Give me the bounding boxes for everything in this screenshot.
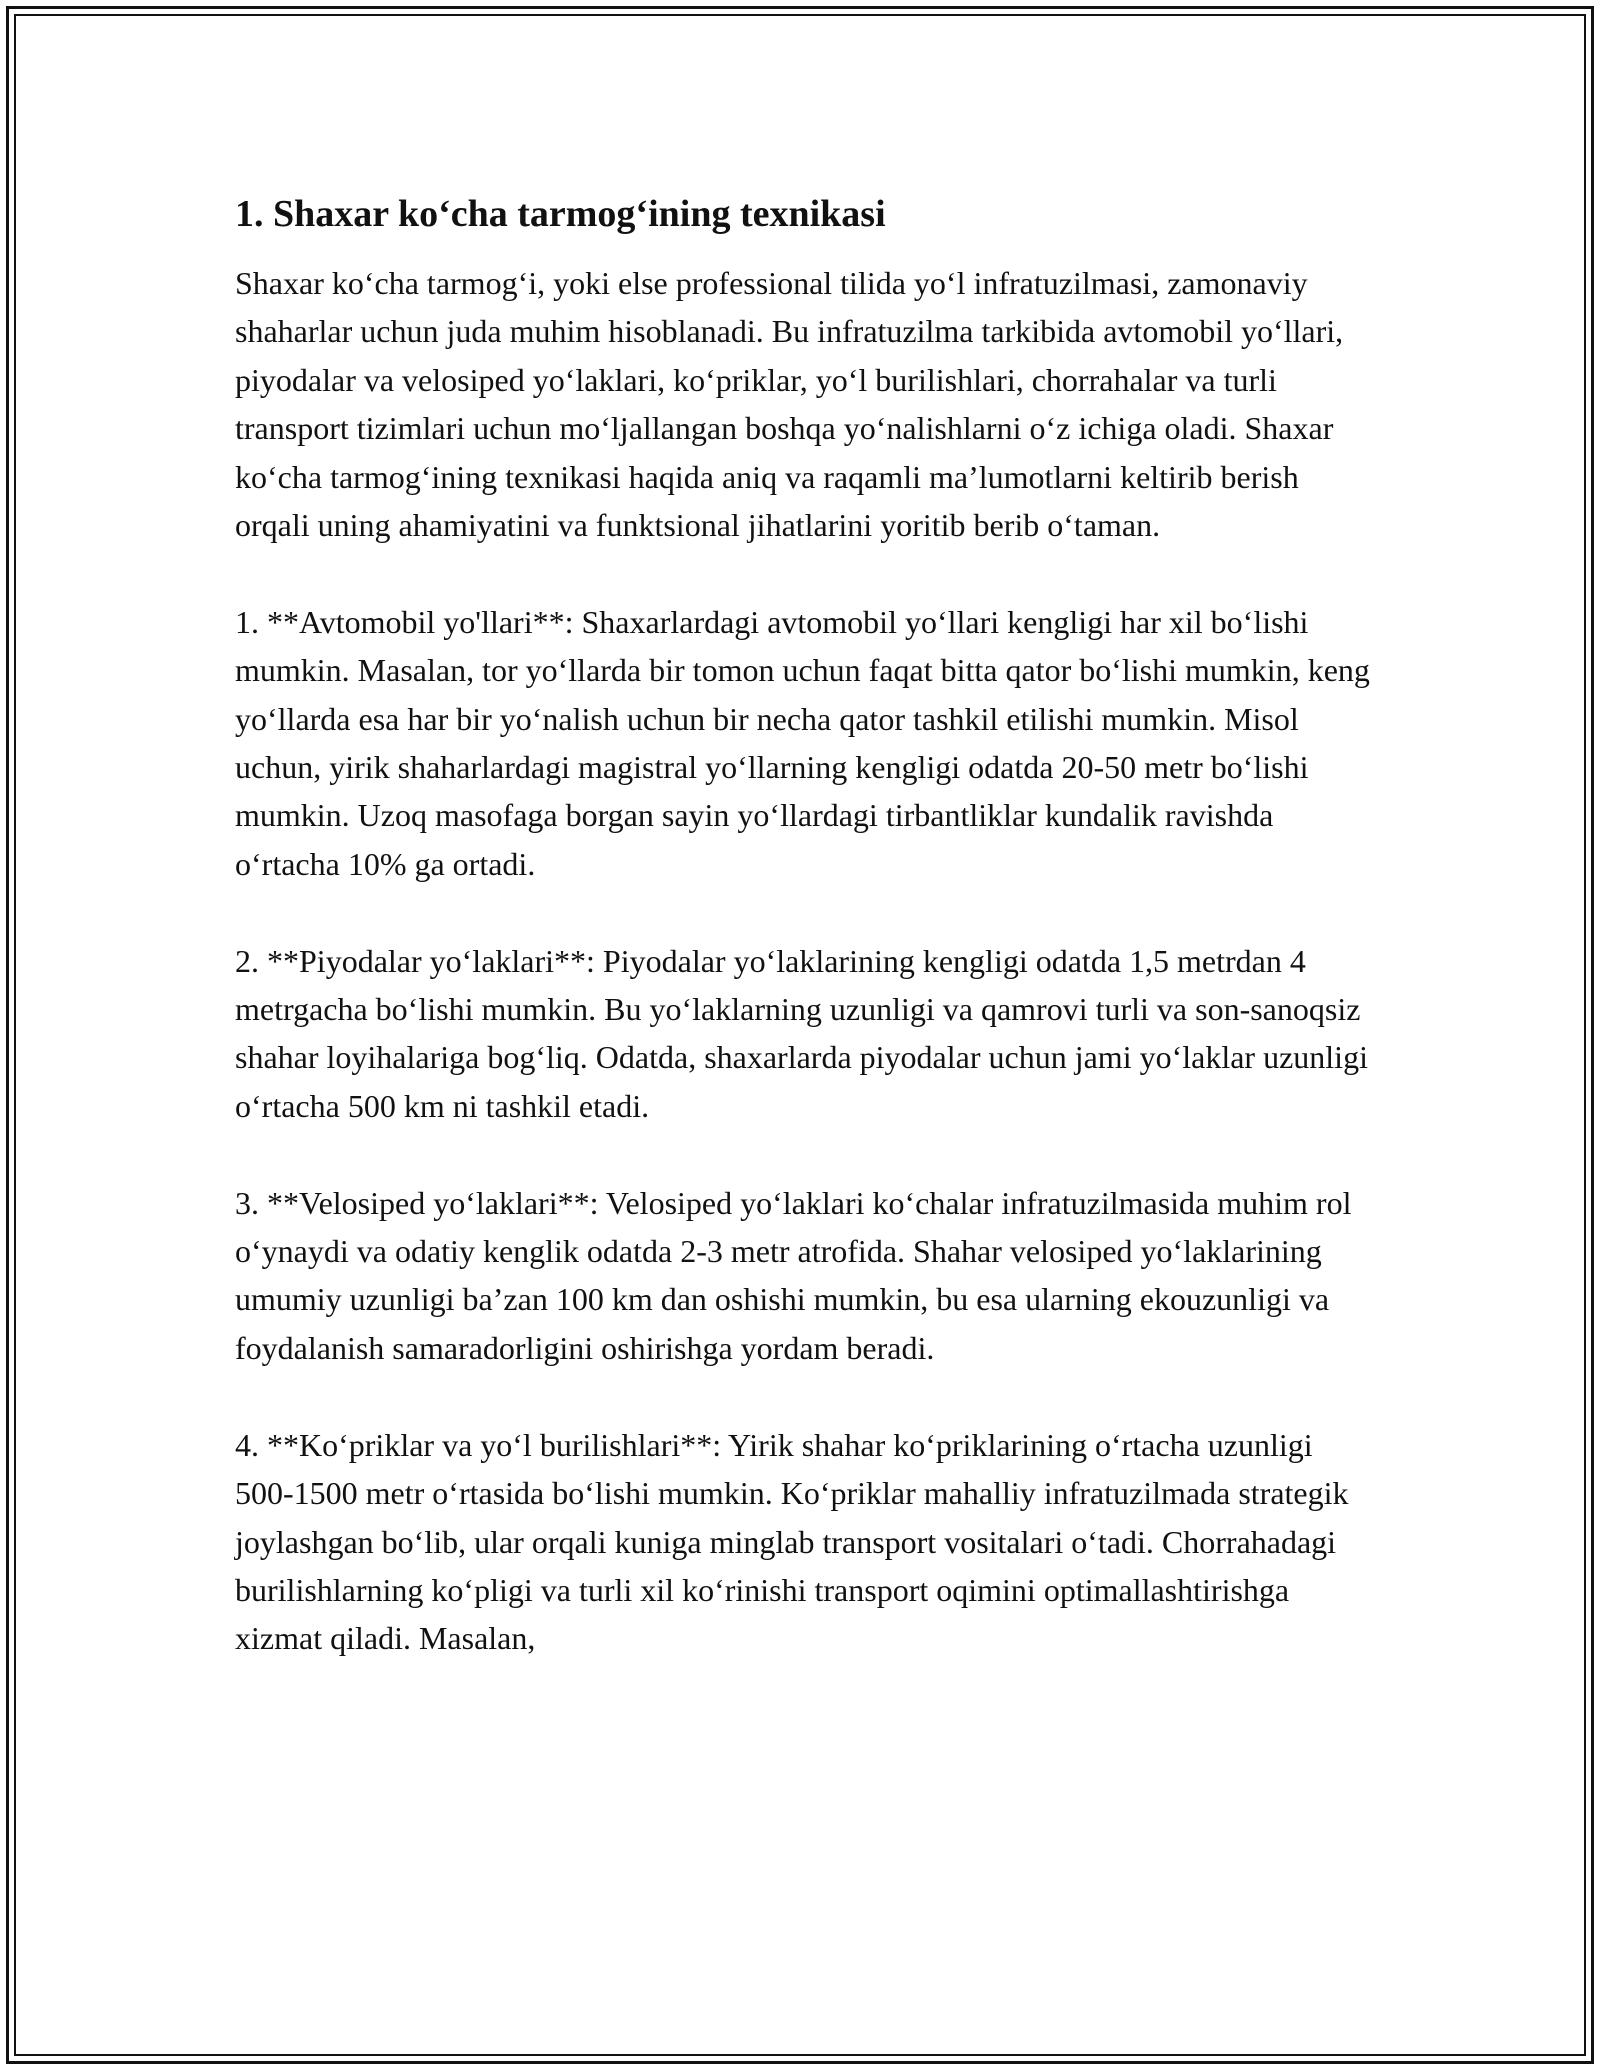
page-title: 1. Shaxar ko‘cha tarmog‘ining texnikasi [235, 193, 886, 235]
paragraph-bicycle-lanes: 3. **Velosiped yo‘laklari**: Velosiped yo‘laklari ko‘chalar infratuzilmasida muhim rol o‘ynaydi va odatiy kenglik odatda 2-3 metr atrofida. Shahar velosiped yo‘laklarining umumiy uzunligi ba’zan 100 km dan oshishi mumkin, bu esa ularning ekouzunligi va foydalanish samaradorligini oshirishga yordam beradi. [235, 1184, 1352, 1366]
paragraph-pedestrian-paths: 2. **Piyodalar yo‘laklari**: Piyodalar yo‘laklarining kengligi odatda 1,5 metrdan 4 metrgacha bo‘lishi mumkin. Bu yo‘laklarning uzunligi va qamrovi turli va son-sanoqsiz shahar loyihalariga bog‘liq. Odatda, shaxarlarda piyodalar uchun jami yo‘laklar uzunligi o‘rtacha 500 km ni tashkil etadi. [235, 942, 1368, 1124]
intro-paragraph: Shaxar ko‘cha tarmog‘i, yoki else professional tilida yo‘l infratuzilmasi, zamonaviy shaharlar uchun juda muhim hisoblanadi. Bu infratuzilma tarkibida avtomobil yo‘llari, piyodalar va velosiped yo‘laklari, ko‘priklar, yo‘l burilishlari, chorrahalar va turli transport tizimlari uchun mo‘ljallangan boshqa yo‘nalishlarni o‘z ichiga oladi. Shaxar ko‘cha tarmog‘ining texnikasi haqida aniq va raqamli ma’lumotlarni keltirib berish orqali uning ahamiyatini va funktsional jihatlarini yoritib berib o‘taman. [235, 265, 1344, 544]
document-body [235, 183, 1370, 1711]
paragraph-bridges-turns: 4. **Ko‘priklar va yo‘l burilishlari**: Yirik shahar ko‘priklarining o‘rtacha uzunligi 500-1500 metr o‘rtasida bo‘lishi mumkin. Ko‘priklar mahalliy infratuzilmada strategik joylashgan bo‘lib, ular orqali kuniga minglab transport vositalari o‘tadi. Chorrahadagi burilishlarning ko‘pligi va turli xil ko‘rinishi transport oqimini optimallashtirishga xizmat qiladi. Masalan, [235, 1426, 1349, 1657]
paragraph-car-roads: 1. **Avtomobil yo'llari**: Shaxarlardagi avtomobil yo‘llari kengligi har xil bo‘lishi mumkin. Masalan, tor yo‘llarda bir tomon uchun faqat bitta qator bo‘lishi mumkin, keng yo‘llarda esa har bir yo‘nalish uchun bir necha qator tashkil etilishi mumkin. Misol uchun, yirik shaharlardagi magistral yo‘llarning kengligi odatda 20-50 metr bo‘lishi mumkin. Uzoq masofaga borgan sayin yo‘llardagi tirbantliklar kundalik ravishda o‘rtacha 10% ga ortadi. [235, 603, 1370, 882]
